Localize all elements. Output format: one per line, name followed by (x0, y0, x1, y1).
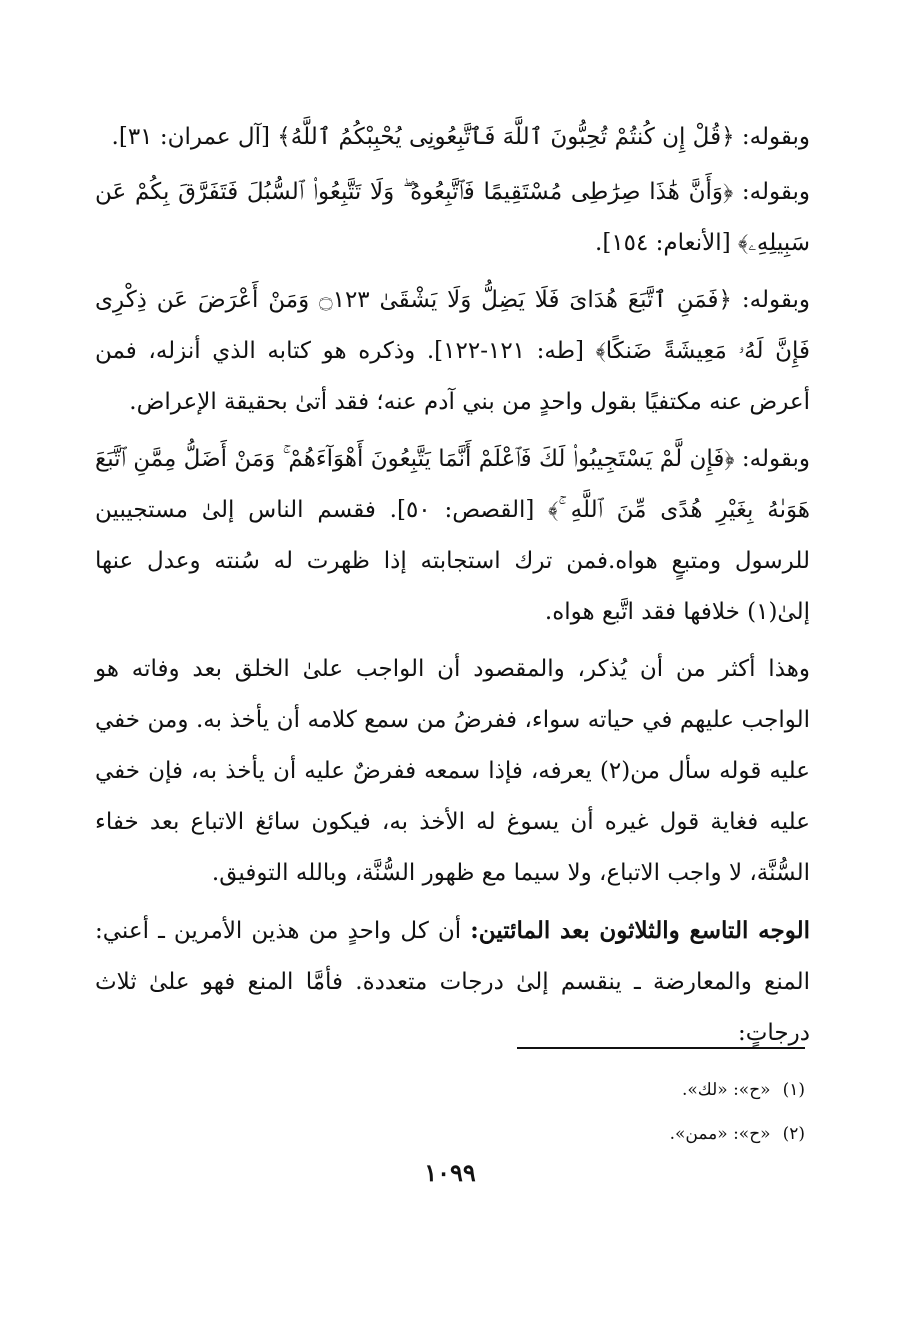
paragraph-commentary: وهذا أكثر من أن يُذكر، والمقصود أن الواجب علىٰ الخلق بعد وفاته هو الواجب عليهم في حياته سواء، ففرضُ من سمع كلامه أن يأخذ به. ومن خفي عليه قوله سأل من(٢) يعرفه، فإذا سمعه ففرضٌ عليه أن يأخذ به، فإن خفي عليه فغاية قول غيره أن يسوغ له الأخذ به، فيكون سائغ الاتباع بعد خفاء السُّنَّة، لا واجب الاتباع، ولا سيما مع ظهور السُّنَّة، وبالله التوفيق. (95, 656, 810, 886)
paragraph-verse-al-qasas: وبقوله: ﴿فَإِن لَّمْ يَسْتَجِيبُوا۟ لَكَ فَٱعْلَمْ أَنَّمَا يَتَّبِعُونَ أَهْوَآءَهُمْ ۚ وَمَنْ أَضَلُّ مِمَّنِ ٱتَّبَعَ هَوَىٰهُ بِغَيْرِ هُدًى مِّنَ ٱللَّهِ ۚ﴾ [القصص: ٥٠]. فقسم الناس إلىٰ مستجيبين للرسول ومتبعٍ هواه.فمن ترك استجابته إذا ظهرت له سُنته وعدل عنها إلىٰ(١) خلافها فقد اتَّبع هواه. (95, 446, 810, 625)
footnotes (305, 1068, 805, 1156)
paragraph-verse-taha: وبقوله: ﴿فَمَنِ ٱتَّبَعَ هُدَاىَ فَلَا يَضِلُّ وَلَا يَشْقَىٰ ۝١٢٣ وَمَنْ أَعْرَضَ عَن ذِكْرِى فَإِنَّ لَهُۥ مَعِيشَةً ضَنكًا﴾ [طه: ١٢١-١٢٢]. وذكره هو كتابه الذي أنزله، فمن أعرض عنه مكتفيًا بقول واحدٍ من بني آدم عنه؛ فقد أتىٰ بحقيقة الإعراض. (95, 287, 810, 415)
footnote-1 (305, 1068, 805, 1112)
footnote-2 (305, 1112, 805, 1156)
footnote-divider (517, 1047, 805, 1049)
paragraph-verse-al-imran: وبقوله: ﴿قُلْ إِن كُنتُمْ تُحِبُّونَ ٱللَّهَ فَٱتَّبِعُونِى يُحْبِبْكُمُ ٱللَّهُ﴾ [آل عمران: ٣١]. (111, 124, 810, 150)
footnote-text: «ح»: «ممن». (669, 1124, 771, 1144)
paragraph-verse-al-anam: وبقوله: ﴿وَأَنَّ هَٰذَا صِرَٰطِى مُسْتَقِيمًا فَٱتَّبِعُوهُ ۖ وَلَا تَتَّبِعُوا۟ ٱلسُّبُلَ فَتَفَرَّقَ بِكُمْ عَن سَبِيلِهِۦ﴾ [الأنعام: ١٥٤]. (95, 179, 810, 256)
footnote-number: (١) (782, 1080, 805, 1100)
page-number: ١٠٩٩ (424, 1158, 476, 1187)
page-body (95, 112, 810, 1065)
footnote-number: (٢) (782, 1124, 805, 1144)
section-paragraph (95, 905, 810, 1059)
section-heading: الوجه التاسع والثلاثون بعد المائتين: (470, 917, 810, 944)
footnote-text: «ح»: «لك». (681, 1080, 771, 1100)
section-text: أن كل واحدٍ من هذين الأمرين ـ أعني: المنع والمعارضة ـ ينقسم إلىٰ درجات متعددة. فأمَّا المنع فهو علىٰ ثلاث درجاتٍ: (95, 918, 810, 1046)
